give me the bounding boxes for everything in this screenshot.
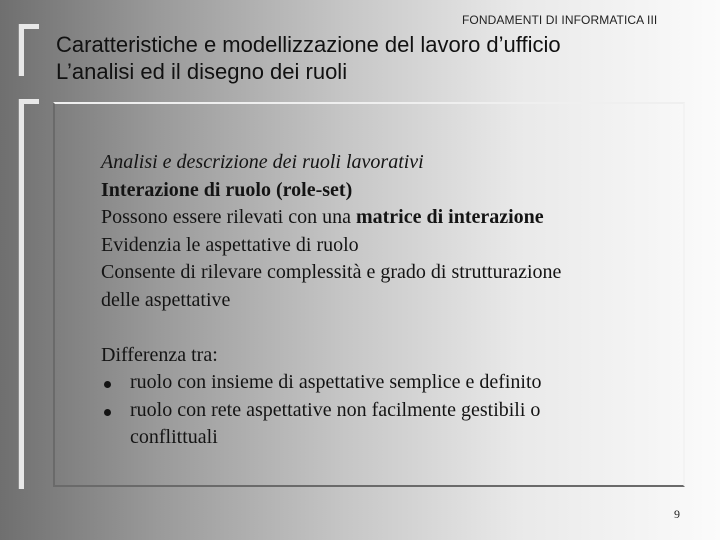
body-line-complexity: Consente di rilevare complessità e grado di strutturazione bbox=[101, 261, 562, 283]
bullet-item bbox=[101, 397, 561, 452]
slide-title bbox=[56, 31, 561, 85]
body-line-matrix-bold: matrice di interazione bbox=[355, 206, 544, 228]
body-line-matrix bbox=[101, 204, 561, 232]
body-line-complexity-cont: delle aspettative bbox=[101, 288, 231, 311]
body-line-expectations: Evidenzia le aspettative di ruolo bbox=[101, 233, 359, 256]
bullet-dot-icon bbox=[104, 381, 111, 388]
body-subtitle: Analisi e descrizione dei ruoli lavorativi bbox=[101, 151, 424, 173]
difference-label: Differenza tra: bbox=[101, 343, 218, 366]
course-header: FONDAMENTI DI INFORMATICA III bbox=[462, 13, 658, 27]
body-line-matrix-prefix: Possono essere rilevati con una bbox=[101, 206, 356, 228]
bullet-dot-icon bbox=[104, 409, 111, 416]
slide-title-line-2: L’analisi ed il disegno dei ruoli bbox=[56, 59, 348, 84]
body-bracket-decoration bbox=[19, 99, 39, 489]
difference-bullet-list bbox=[101, 369, 561, 452]
body-heading: Interazione di ruolo (role-set) bbox=[101, 178, 353, 201]
bullet-item-text: ruolo con rete aspettative non facilmente gestibili o bbox=[130, 398, 541, 421]
title-bracket-decoration bbox=[19, 24, 39, 76]
slide-title-line-1: Caratteristiche e modellizzazione del lavoro d’ufficio bbox=[56, 32, 561, 57]
bullet-item bbox=[101, 369, 561, 397]
slide-number: 9 bbox=[674, 507, 680, 521]
slide-body bbox=[101, 149, 561, 452]
bullet-item-text-cont: conflittuali bbox=[130, 426, 218, 448]
body-spacer bbox=[101, 314, 561, 342]
bullet-item-text: ruolo con insieme di aspettative semplice e definito bbox=[130, 371, 542, 393]
